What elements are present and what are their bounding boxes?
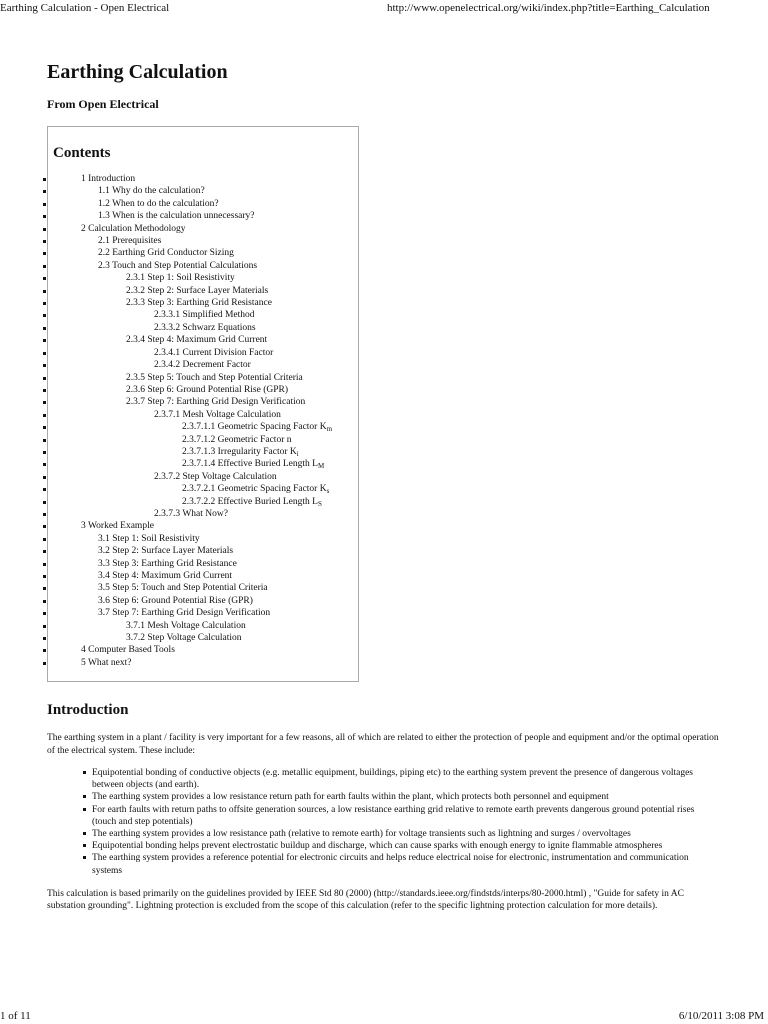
toc-item-label[interactable]: 2 Calculation Methodology: [81, 223, 186, 234]
toc-item[interactable]: [53, 595, 346, 607]
toc-item-subscript: i: [296, 449, 299, 458]
toc-item-label[interactable]: 3.7.1 Mesh Voltage Calculation: [126, 620, 246, 631]
toc-item-label[interactable]: 2.3.7 Step 7: Earthing Grid Design Verification: [126, 397, 306, 408]
list-item: The earthing system provides a low resistance path (relative to remote earth) for voltage transients such as lightning and surges / overvoltages: [92, 828, 723, 840]
toc-item-label[interactable]: 1 Introduction: [81, 174, 136, 184]
toc-item[interactable]: [53, 644, 346, 656]
toc-item-subscript: M: [317, 462, 325, 471]
page-count: 1 of 11: [0, 1010, 31, 1022]
table-of-contents: [47, 126, 359, 682]
toc-item-label[interactable]: 2.3.7.1.2 Geometric Factor n: [182, 434, 292, 445]
toc-item[interactable]: [53, 247, 346, 259]
toc-item-label[interactable]: 2.3.1 Step 1: Soil Resistivity: [126, 273, 235, 284]
toc-item-label[interactable]: 2.3.7.2 Step Voltage Calculation: [154, 471, 277, 482]
toc-item[interactable]: [53, 322, 346, 334]
toc-item[interactable]: [53, 223, 346, 235]
toc-item-subscript: m: [326, 425, 333, 434]
toc-item-label[interactable]: 2.3 Touch and Step Potential Calculations: [98, 260, 258, 271]
toc-item-label[interactable]: 2.3.5 Step 5: Touch and Step Potential Criteria: [126, 372, 303, 383]
toc-item[interactable]: [53, 434, 346, 446]
toc-item[interactable]: [53, 384, 346, 396]
toc-item-label[interactable]: 3.4 Step 4: Maximum Grid Current: [98, 571, 233, 581]
toc-item-label[interactable]: 2.3.6 Step 6: Ground Potential Rise (GPR): [126, 384, 289, 395]
toc-item[interactable]: [53, 396, 346, 408]
print-header: [0, 0, 768, 18]
page-subtitle: From Open Electrical: [47, 97, 159, 111]
toc-item-label[interactable]: 2.3.7.1.3 Irregularity Factor K: [182, 446, 297, 457]
toc-item-label[interactable]: 1.2 When to do the calculation?: [98, 198, 219, 209]
toc-item-label[interactable]: 2.3.2 Step 2: Surface Layer Materials: [126, 285, 269, 296]
toc-title: Contents: [53, 145, 111, 161]
toc-item[interactable]: [53, 620, 346, 632]
closing-paragraph: This calculation is based primarily on the guidelines provided by IEEE Std 80 (2000) (http://standards.ieee.org/findstds/interps/80-2000.html) , "Guide for safety in AC substation grounding". Lightning protection is excluded from the scope of this calculation (refer to the specific lightning protection calculation for more details).: [47, 888, 684, 912]
toc-item[interactable]: [53, 582, 346, 594]
toc-item-label[interactable]: 3.1 Step 1: Soil Resistivity: [98, 533, 200, 544]
print-footer: [0, 1008, 768, 1024]
list-item: Equipotential bonding of conductive objects (e.g. metallic equipment, buildings, piping etc) to the earthing system prevent the presence of dangerous voltages between objects (and earth).: [92, 767, 723, 791]
toc-item[interactable]: [53, 496, 346, 508]
toc-item[interactable]: [53, 545, 346, 557]
toc-item-label[interactable]: 3.7 Step 7: Earthing Grid Design Verification: [98, 608, 271, 619]
introduction-heading: Introduction: [47, 702, 129, 719]
toc-item[interactable]: [53, 309, 346, 321]
toc-item-label[interactable]: 2.3.7.1.4 Effective Buried Length L: [182, 459, 318, 470]
list-item: Equipotential bonding helps prevent electrostatic buildup and discharge, which can cause sparks with enough energy to ignite flammable atmospheres: [92, 840, 723, 852]
toc-item-label[interactable]: 2.3.7.3 What Now?: [154, 508, 228, 519]
introduction-paragraph: The earthing system in a plant / facility is very important for a few reasons, all of which are related to either the protection of people and equipment and/or the optimal operation of the electrical system. These include:: [47, 733, 719, 756]
toc-item[interactable]: [53, 558, 346, 570]
toc-item-label[interactable]: 2.3.4.2 Decrement Factor: [154, 360, 251, 371]
toc-item-label[interactable]: 2.3.4.1 Current Division Factor: [154, 347, 274, 358]
toc-item-label[interactable]: 2.3.4 Step 4: Maximum Grid Current: [126, 335, 268, 346]
toc-item[interactable]: [53, 347, 346, 359]
toc-item[interactable]: [53, 458, 346, 470]
toc-item-label[interactable]: 1.3 When is the calculation unnecessary?: [98, 211, 255, 222]
toc-item[interactable]: [53, 272, 346, 284]
toc-item[interactable]: [53, 285, 346, 297]
toc-item[interactable]: [53, 446, 346, 458]
toc-item[interactable]: [53, 297, 346, 309]
toc-item-label[interactable]: 3 Worked Example: [81, 521, 154, 532]
toc-item-label[interactable]: 2.3.7.2.2 Effective Buried Length L: [182, 496, 318, 507]
toc-item-label[interactable]: 2.2 Earthing Grid Conductor Sizing: [98, 248, 234, 259]
list-item: The earthing system provides a low resistance return path for earth faults within the plant, which protects both personnel and equipment: [92, 791, 723, 803]
article-content: [47, 58, 723, 922]
toc-item-label[interactable]: 3.7.2 Step Voltage Calculation: [126, 633, 242, 644]
list-item: The earthing system provides a reference potential for electronic circuits and helps reduce electrical noise for electronic, instrumentation and communication systems: [92, 852, 723, 876]
toc-item-label[interactable]: 2.3.3 Step 3: Earthing Grid Resistance: [126, 298, 272, 309]
introduction-bullets: [47, 767, 723, 877]
toc-item-label[interactable]: 1.1 Why do the calculation?: [98, 186, 205, 197]
toc-item[interactable]: [53, 657, 346, 669]
print-header-title: Earthing Calculation - Open Electrical: [0, 2, 170, 14]
toc-item[interactable]: [53, 198, 346, 210]
toc-item[interactable]: [53, 508, 346, 520]
toc-item[interactable]: [53, 372, 346, 384]
toc-item-label[interactable]: 2.1 Prerequisites: [98, 236, 162, 247]
toc-item[interactable]: [53, 483, 346, 495]
print-timestamp: 6/10/2011 3:08 PM: [678, 1010, 764, 1022]
toc-item-label[interactable]: 4 Computer Based Tools: [81, 645, 175, 656]
toc-item-subscript: S: [317, 499, 322, 508]
toc-item-label[interactable]: 3.3 Step 3: Earthing Grid Resistance: [98, 558, 237, 569]
toc-item-label[interactable]: 2.3.3.2 Schwarz Equations: [154, 322, 256, 333]
toc-item[interactable]: [53, 421, 346, 433]
toc-item-label[interactable]: 5 What next?: [81, 657, 132, 668]
toc-list: [53, 173, 346, 669]
toc-item-label[interactable]: 2.3.3.1 Simplified Method: [154, 310, 255, 321]
toc-item[interactable]: [53, 260, 346, 272]
toc-item-label[interactable]: 2.3.7.1.1 Geometric Spacing Factor K: [182, 422, 327, 433]
toc-item-label[interactable]: 3.5 Step 5: Touch and Step Potential Criteria: [98, 583, 268, 594]
toc-item[interactable]: [53, 185, 346, 197]
toc-item-subscript: s: [326, 487, 330, 496]
toc-item-label[interactable]: 2.3.7.2.1 Geometric Spacing Factor K: [182, 484, 327, 495]
toc-item[interactable]: [53, 570, 346, 582]
toc-item[interactable]: [53, 409, 346, 421]
toc-item-label[interactable]: 2.3.7.1 Mesh Voltage Calculation: [154, 409, 281, 420]
toc-item[interactable]: [53, 632, 346, 644]
toc-item[interactable]: [53, 359, 346, 371]
toc-item[interactable]: [53, 520, 346, 532]
toc-item[interactable]: [53, 235, 346, 247]
toc-item[interactable]: [53, 471, 346, 483]
print-header-url: http://www.openelectrical.org/wiki/index.php?title=Earthing_Calculation: [387, 2, 710, 14]
toc-item[interactable]: [53, 334, 346, 346]
toc-item-label[interactable]: 3.2 Step 2: Surface Layer Materials: [98, 546, 234, 557]
toc-item-label[interactable]: 3.6 Step 6: Ground Potential Rise (GPR): [98, 595, 253, 606]
page-title: Earthing Calculation: [47, 61, 228, 83]
toc-item[interactable]: [53, 607, 346, 619]
toc-item[interactable]: [53, 173, 346, 185]
toc-item[interactable]: [53, 210, 346, 222]
list-item: For earth faults with return paths to offsite generation sources, a low resistance earthing grid relative to remote earth prevents dangerous ground potential rises (touch and step potentials): [92, 804, 723, 828]
toc-item[interactable]: [53, 533, 346, 545]
